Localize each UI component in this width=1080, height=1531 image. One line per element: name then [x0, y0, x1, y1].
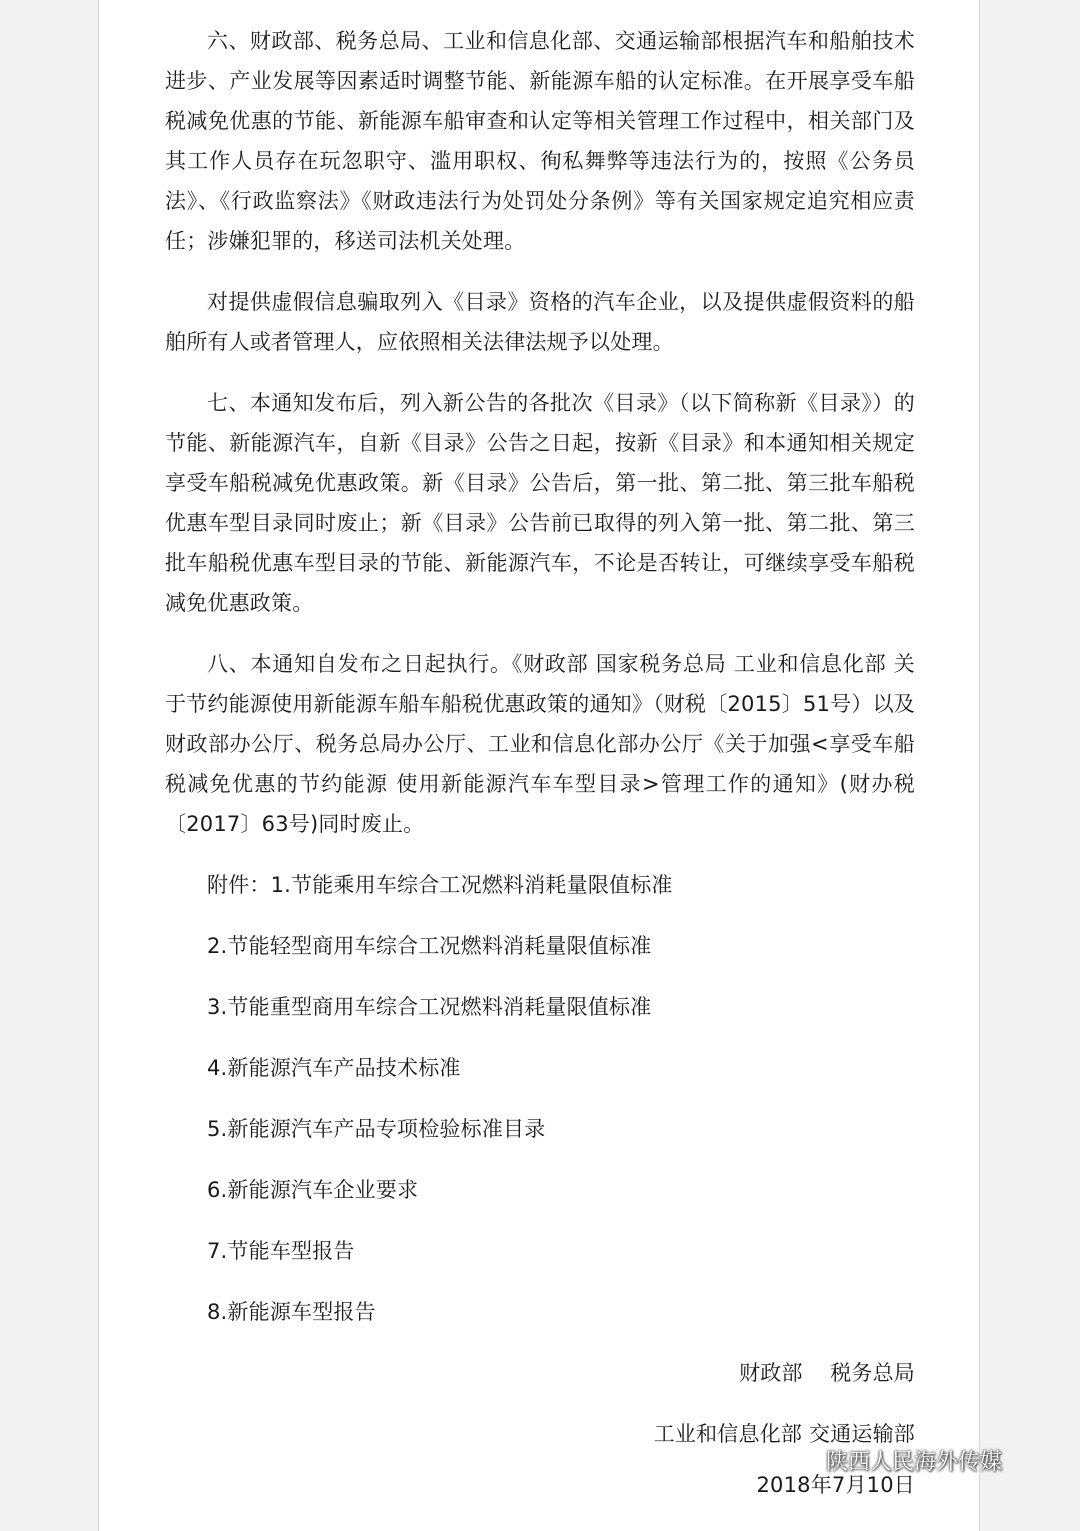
watermark-text: 陕西人民海外传媒	[826, 1449, 1003, 1475]
wechat-icon	[790, 1445, 820, 1475]
attachment-item: 5.新能源汽车产品专项检验标准目录	[207, 1117, 546, 1141]
signature-line-2: 工业和信息化部 交通运输部	[653, 1422, 915, 1446]
paragraph-seven: 七、本通知发布后，列入新公告的各批次《目录》（以下简称新《目录》）的节能、新能源汽车，自新《目录》公告之日起，按新《目录》和本通知相关规定享受车船税减免优惠政策。新《目录》公告后，第一批、第二批、第三批车船税优惠车型目录同时废止；新《目录》公告前已取得的列入第一批、第二批、第三批车船税优惠车型目录的节能、新能源汽车，不论是否转让，可继续享受车船税减免优惠政策。	[165, 391, 915, 615]
attachment-item: 8.新能源车型报告	[207, 1300, 376, 1324]
document-date: 2018年7月10日	[756, 1473, 915, 1497]
document-page	[98, 0, 980, 1531]
attachment-item: 6.新能源汽车企业要求	[207, 1178, 419, 1202]
attachment-list	[165, 865, 915, 1332]
paragraph-six: 六、财政部、税务总局、工业和信息化部、交通运输部根据汽车和船舶技术进步、产业发展等因素适时调整节能、新能源车船的认定标准。在开展享受车船税减免优惠的节能、新能源车船审查和认定等相关管理工作过程中，相关部门及其工作人员存在玩忽职守、滥用职权、徇私舞弊等违法行为的，按照《公务员法》、《行政监察法》《财政违法行为处罚处分条例》等有关国家规定追究相应责任；涉嫌犯罪的，移送司法机关处理。	[165, 29, 915, 253]
paragraph-false-info: 对提供虚假信息骗取列入《目录》资格的汽车企业，以及提供虚假资料的船舶所有人或者管理人，应依照相关法律法规予以处理。	[165, 290, 915, 354]
watermark	[790, 1442, 1002, 1478]
paragraph-eight: 八、本通知自发布之日起执行。《财政部 国家税务总局 工业和信息化部 关于节约能源使用新能源车船车船税优惠政策的通知》（财税〔2015〕51号）以及财政部办公厅、税务总局办公厅、工业和信息化部办公厅《关于加强<享受车船税减免优惠的节约能源 使用新能源汽车车型目录>管理工作的通知》(财办税〔2017〕63号)同时废止。	[165, 652, 915, 836]
attachment-item: 附件：1.节能乘用车综合工况燃料消耗量限值标准	[207, 873, 673, 897]
signature-line-1: 财政部 税务总局	[739, 1361, 915, 1385]
attachment-item: 7.节能车型报告	[207, 1239, 355, 1263]
document-body	[165, 21, 915, 1505]
attachment-item: 2.节能轻型商用车综合工况燃料消耗量限值标准	[207, 934, 652, 958]
attachment-item: 3.节能重型商用车综合工况燃料消耗量限值标准	[207, 995, 652, 1019]
attachment-item: 4.新能源汽车产品技术标准	[207, 1056, 461, 1080]
